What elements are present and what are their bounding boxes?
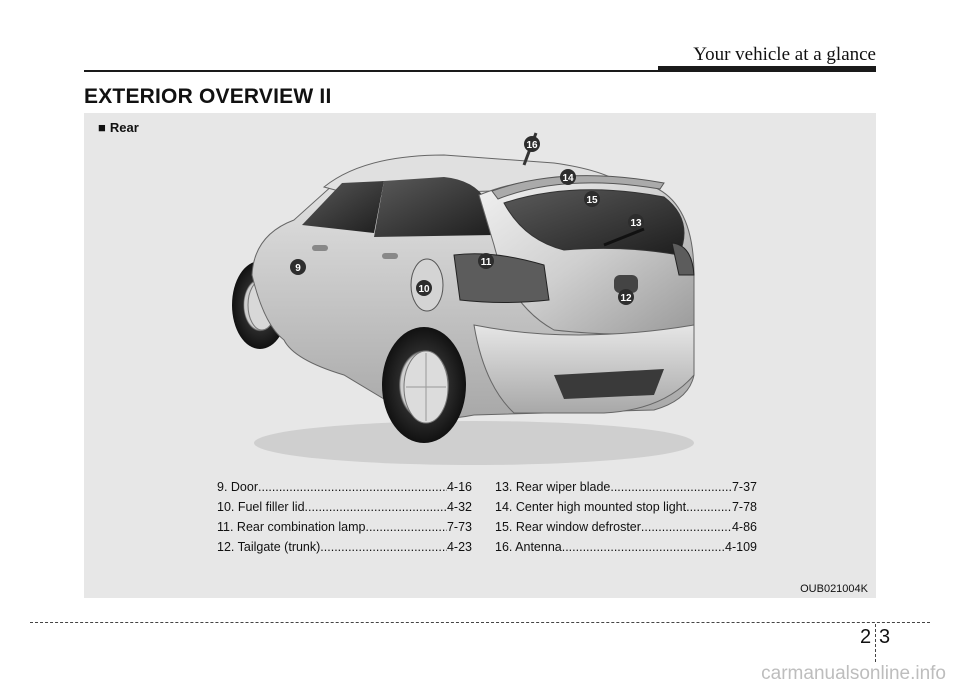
rear-wheel [382,327,466,443]
square-bullet-icon: ■ [98,120,106,135]
page-number [858,624,894,664]
callout-9 [290,259,306,275]
image-code: OUB021004K [800,583,868,595]
entry-page: 4-32 [446,500,472,514]
contents-entry [217,517,472,537]
leader-dots [641,517,732,537]
door-handle-front [312,245,328,251]
contents-entry [495,477,757,497]
panel-label-text: Rear [109,120,139,135]
callout-16-label: 16 [526,140,538,151]
callout-11 [478,253,494,269]
callout-10-label: 10 [418,284,430,295]
entry-page: 7-73 [446,520,472,534]
contents-entry [495,537,757,557]
contents-entry [217,497,472,517]
entry-label: 14. Center high mounted stop light [495,500,687,514]
entry-page: 4-109 [725,540,757,554]
page-number-divider [875,624,876,662]
callout-14-label: 14 [562,173,574,184]
leader-dots [686,497,732,517]
panel-label [98,120,139,135]
contents-entry [495,517,757,537]
contents-entry [217,537,472,557]
contents-list-right [495,477,757,557]
door-handle-rear [382,253,398,259]
watermark[interactable]: carmanualsonline.info [761,663,946,684]
entry-label: 15. Rear window defroster [495,520,641,534]
section-title: EXTERIOR OVERVIEW II [84,85,332,108]
callout-16 [524,136,540,152]
leader-dots [562,537,725,557]
contents-entry [217,477,472,497]
callout-13-label: 13 [630,218,642,229]
entry-label: 11. Rear combination lamp [217,520,366,534]
section-number: 2 [860,626,872,648]
entry-page: 7-37 [731,480,757,494]
callout-10 [416,280,432,296]
entry-label: 13. Rear wiper blade [495,480,611,494]
callout-11-label: 11 [480,257,492,268]
running-header: Your vehicle at a glance [693,44,876,65]
ground-shadow [254,421,694,465]
figure-panel [84,113,876,598]
entry-label: 16. Antenna [495,540,562,554]
entry-label: 10. Fuel filler lid [217,500,305,514]
leader-dots [258,477,447,497]
header-rule-accent [658,66,876,72]
leader-dots [305,497,447,517]
callout-15-label: 15 [586,195,598,206]
callout-12-label: 12 [620,293,632,304]
entry-page: 7-78 [731,500,757,514]
callout-12 [618,289,634,305]
callout-9-label: 9 [295,263,301,274]
leader-dots [610,477,732,497]
rear-bumper [474,325,694,413]
contents-entry [495,497,757,517]
page-number-value: 3 [879,626,891,648]
callout-15 [584,191,600,207]
callout-14 [560,169,576,185]
leader-dots [365,517,447,537]
entry-page: 4-23 [446,540,472,554]
entry-page: 4-16 [446,480,472,494]
contents-list-left [217,477,472,557]
entry-label: 12. Tailgate (trunk) [217,540,321,554]
car-rear-illustration [224,125,704,475]
leader-dots [320,537,447,557]
footer-rule [30,622,930,623]
callout-13 [628,214,644,230]
entry-label: 9. Door [217,480,258,494]
entry-page: 4-86 [731,520,757,534]
